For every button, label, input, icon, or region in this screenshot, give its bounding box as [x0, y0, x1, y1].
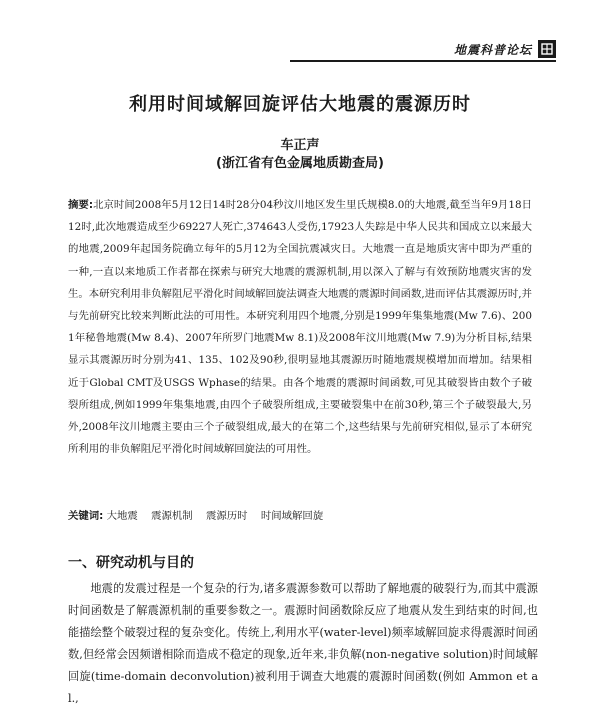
author-affiliation: (浙江省有色金属地质勘查局) — [216, 156, 384, 171]
abstract — [68, 194, 532, 460]
keyword-item: 震源历时 — [206, 510, 248, 522]
journal-section-name: 地震科普论坛 — [453, 42, 532, 57]
running-header — [454, 40, 556, 58]
keyword-item: 震源机制 — [151, 510, 193, 522]
abstract-text: 北京时间2008年5月12日14时28分04秒汶川地区发生里氏规模8.0的大地震,截至当年9月18日12时,此次地震造成至少69227人死亡,374643人受伤,17923人失踪是中华人民共和国成立以来最大的地震,2009年起国务院确立每年的5月12为全国抗震减灾日。大地震一直是地质灾害中即为严重的一种,一直以来地质工作者都在探索与研究大地震的震源机制,用以深入了解与有效预防地震灾害的发生。本研究利用非负解阻尼平滑化时间域解回旋法调查大地震的震源时间函数,进而评估其震源历时,并与先前研究比较来判断此法的可用性。本研究利用四个地震,分别是1999年集集地震(Mw 7.6)、2001年秘鲁地震(Mw 8.4)、2007年所罗门地震Mw 8.1)及2008年汶川地震(Mw 7.9)为分析目标,结果显示其震源历时分别为41、135、102及90秒,很明显地其震源历时随地震规模增加而增加。结果相近于Global CMT及USGS Wphase的结果。由各个地震的震源时间函数,可见其破裂皆由数个子破裂所组成,例如1999年集集地震,由四个子破裂所组成,主要破裂集中在前30秒,第三个子破裂最大,另外,2008年汶川地震主要由三个子破裂组成,最大的在第二个,这些结果与先前研究相似,显示了本研究所利用的非负解阻尼平滑化时间域解回旋法的可用性。 — [68, 199, 532, 456]
keywords-label: 关键词: — [68, 510, 104, 522]
keywords — [68, 506, 532, 526]
journal-logo-icon — [538, 40, 556, 58]
gear-icon — [540, 42, 554, 56]
author-name: 车正声 — [280, 138, 320, 153]
keyword-item: 大地震 — [106, 510, 138, 522]
section-body-paragraph: 地震的发震过程是一个复杂的行为,诸多震源参数可以帮助了解地震的破裂行为,而其中震源时间函数是了解震源机制的重要参数之一。震源时间函数除反应了地震从发生到结束的时间,也能描绘整个破裂过程的复杂变化。传统上,利用水平(water-level)频率域解回旋求得震源时间函数,但经常会因频谱相除而造成不稳定的现象,近年来,非负解(non-negative solution)时间域解回旋(time-domain deconvolution)被利用于调查大地震的震源时间函数(例如 Ammon et al., — [68, 582, 538, 705]
header-rule — [290, 60, 556, 62]
paper-title: 利用时间域解回旋评估大地震的震源历时 — [129, 94, 471, 115]
abstract-label: 摘要: — [68, 199, 94, 211]
keyword-item: 时间域解回旋 — [260, 510, 324, 522]
section-heading: 一、研究动机与目的 — [68, 555, 194, 571]
